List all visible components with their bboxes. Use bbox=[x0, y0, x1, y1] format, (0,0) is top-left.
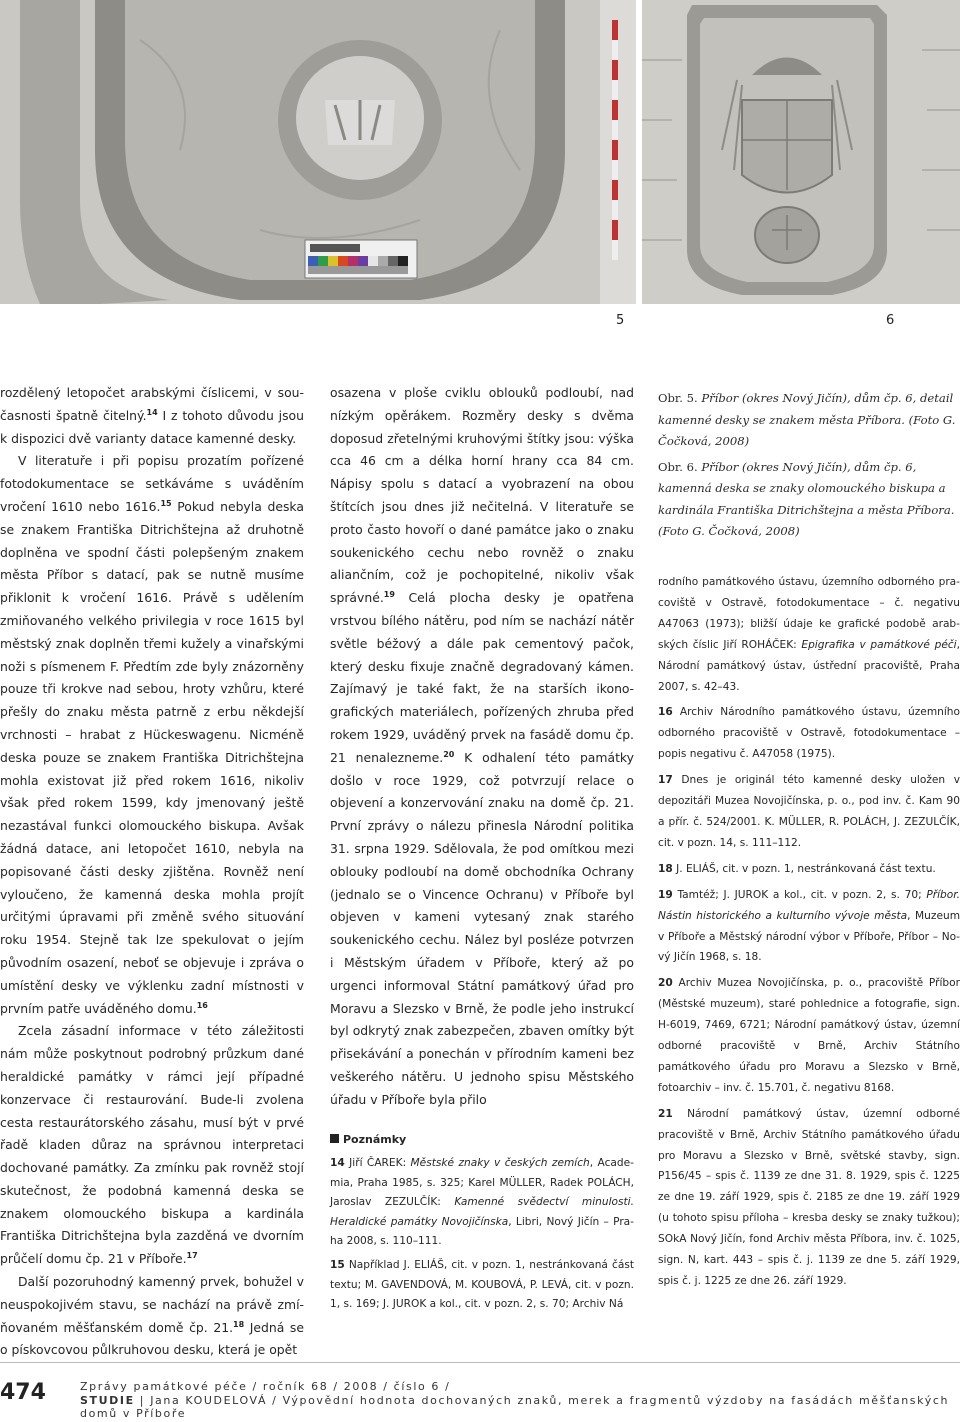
journal-line: Zprávy památkové péče / ročník 68 / 2008 / číslo 6 / bbox=[80, 1380, 451, 1393]
square-bullet-icon bbox=[330, 1134, 339, 1143]
footnotes-section bbox=[330, 1130, 634, 1320]
caption-figure-5: Obr. 5. Příbor (okres Nový Jičín), dům čp. 6, detail kamenné desky se znakem města Příbora. (Foto G. Čočková, 2008) bbox=[658, 391, 956, 448]
footnote: 18 J. ELIÁŠ, cit. v pozn. 1, nestránkovaná část textu. bbox=[658, 862, 936, 875]
footnote: 19 Tamtéž; J. JUROK a kol., cit. v pozn. 2, s. 70; Příbor. Nástin historického a kulturního vývoje města, Muzeum v Příboře a Městský národní výbor v Příboře, Příbor – Nový Jičín 1968, s. 18. bbox=[658, 888, 960, 964]
photo-figure-6 bbox=[642, 0, 960, 304]
figure-number-6: 6 bbox=[886, 313, 895, 328]
caption-figure-6: Obr. 6. Příbor (okres Nový Jičín), dům čp. 6, kamenná deska se znaky olomouckého biskupa a kardinála Františka Ditrichštejna a města Příbora. (Foto G. Čočková, 2008) bbox=[658, 459, 955, 538]
paragraph: Zcela zásadní informace v této záležitosti nám může poskytnout podrobný průzkum dané heraldické památky v rámci její případné konzervace či restaurování. Bude-li zvolena cesta restaurátorského zásahu, musí být v prvé řadě kladen důraz na správnou interpretaci dochované památky. Za zmínku pak rovněž stojí skutečnost, že podobná kamenná deska se znakem olomouckého biskupa a kardinála Františka Ditrichštejna byla zazděná ve dvorním průčelí domu čp. 21 v Příboře.$^{17}$ bbox=[0, 1023, 304, 1267]
text-column-2 bbox=[330, 382, 634, 1112]
footnotes-heading: Poznámky bbox=[330, 1130, 634, 1149]
stone-plaque-illustration bbox=[0, 0, 636, 304]
footnote: 16 Archiv Národního památkového ústavu, územního odborného pracoviště v Ostravě, fotodokumentace – popis negativu č. A47058 (1975). bbox=[658, 706, 960, 761]
section-label: STUDIE bbox=[80, 1393, 135, 1407]
figure-number-5: 5 bbox=[616, 313, 625, 328]
footnotes-continued bbox=[658, 572, 960, 1297]
paragraph: osazena v ploše cviklu oblouků podloubí, nad nízkým opěrákem. Rozměry desky s dvěma doposud zřetelnými kruhovými štítky jsou: výška cca 46 cm a délka horní hrany cca 84 cm. Nápisy spolu s datací a vyobrazení na obou štítcích jsou dnes již nečitelná. V literatuře se proto často hovoří o dané památce jako o znaku soukenického cechu nebo rovněž o znaku aliančním, což je pochopitelné, nikoliv však správné.$^{19}$ Celá plocha desky je opatřena vrstvou bílého nátěru, pod ním se nachází nátěr světle béžový a dále pak cementový pačok, který desku fixuje značně degradovaný kámen. Zajímavý je také fakt, že na starších ikonografických materiálech, pořízených zhruba před rokem 1929, uváděný prvek na fasádě domu čp. 21 nenalezneme.$^{20}$ K odhalení této památky došlo v roce 1929, což potvrzují relace o objevení a konzervování znaku na domě čp. 21. První zprávy o nálezu přinesla Národní politika 31. srpna 1929. Sdělovala, že pod omítkou mezi oblouky podloubí na domě obchodníka Ochrany (jednalo se o Vincence Ochranu) v Příboře byl objeven v kameni vytesaný znak starého soukenického cechu. Nález byl posléze potvrzen i Městským úřadem v Příboře, který až po urgenci informoval Státní památkový úřad pro Moravu a Slezsko v Brně, že podle jeho instrukcí byl odkrytý znak zabezpečen, zbaven omítky být přisekávání a ponechán v přírodním kameni bez veškerého nátěru. U jednoho spisu Městského úřadu v Příboře byla přilo bbox=[330, 385, 634, 1107]
photo-figure-5 bbox=[0, 0, 636, 304]
color-scale bbox=[305, 240, 417, 278]
paragraph: rozdělený letopočet arabskými číslicemi, v současnosti špatně čitelný.$^{14}$ I z tohoto důvodu jsou k dispozici dvě varianty datace kamenné desky. bbox=[0, 385, 304, 446]
paragraph: V literatuře i při popisu prozatím pořízené fotodokumentace se setkáváme s uváděním vročení 1610 nebo 1616.15 Pokud nebyla deska se znakem Františka Ditrichštejna až druhotně doplněna ve spodní části polepšeným znakem města Příbor s datací, pak se nutně musíme přiklonit k vročení 1616. Právě s udělením zmiňovaného velkého privilegia v roce 1615 byl městský znak doplněn třemi kužely a vinařskými noži s písmenem F. Předtím zde byly znázorněny pouze tři krokve nad sebou, hroty vzhůru, které přešly do znaku města patrně z erbu někdejší vrchnosti – hrabat z Hückeswagenu. Nicméně deska pouze se znakem Františka Ditrichštejna mohla existovat již před rokem 1616, nikoliv však před rokem 1599, kdy jmenovaný ještě nezastával funkci olomouckého biskupa. Avšak žádná datace, ani letopočet 1610, nebyla na popisované části desky zjištěna. Rovněž není vyloučeno, že kamenná deska mohla projít určitými úpravami při změně svého situování roku 1954. Stejně tak lze spekulovat o jejím původním osazení, neboť se objevuje i zpráva o umístění desky ve výklenku zadní místnosti v prvním patře uváděného domu.$^{16}$ bbox=[0, 453, 304, 1016]
footnote: 21 Národní památkový ústav, územní odborné pracoviště v Brně, Archiv Státního památkového úřadu pro Moravu a Slezsko v Brně, světské stavby, sign. P156/45 – spis č. 1139 ze dne 31. 8. 1929, spis č. 1225 ze dne 19. září 1929, spis č. 2185 ze dne 19. září 1929 (u tohoto spisu příloha – kresba desky se znaky tužkou); SOkA Nový Jičín, fond Archiv města Příbora, inv. č. 1025, sign. N, kart. 443 – spis č. j. 1139 ze dne 5. září 1929, spis č. j. 1225 ze dne 26. září 1929. bbox=[658, 1107, 960, 1287]
ruler-marker bbox=[612, 20, 618, 260]
page-number: 474 bbox=[0, 1380, 46, 1405]
footer-divider bbox=[0, 1362, 960, 1363]
paragraph: Další pozoruhodný kamenný prvek, bohužel v neuspokojivém stavu, se nachází na právě zmíňovaném měšťanském domě čp. 21.18 Jedná se o pískovcovou půlkruhovou desku, která je opět bbox=[0, 1274, 304, 1358]
footnote: 17 Dnes je originál této kamenné desky uložen v depozitáři Muzea Novojičínska, p. o., pod inv. č. Kam 90 a přír. č. 524/2001. K. MÜLLER, R. POLÁCH, J. ZEZULČÍK, cit. v pozn. 14, s. 111–112. bbox=[658, 774, 960, 849]
footnote: 15 Například J. ELIÁŠ, cit. v pozn. 1, nestránkovaná část textu; M. GAVENDOVÁ, M. KOUBOVÁ, P. LEVÁ, cit. v pozn. 1, s. 169; J. JUROK a kol., cit. v pozn. 2, s. 70; Archiv Ná bbox=[330, 1259, 634, 1311]
text-column-1 bbox=[0, 382, 304, 1362]
footnote: 20 Archiv Muzea Novojičínska, p. o., pracoviště Příbor (Městské muzeum), staré pohlednice a fotografie, sign. H-6019, 7469, 6721; Národní památkový ústav, územní odborné pracoviště v Brně, Archiv Státního památkového úřadu pro Moravu a Slezsko v Brně, fotoarchiv – inv. č. 15.701, č. negativu 8168. bbox=[658, 977, 960, 1094]
running-footer bbox=[80, 1380, 950, 1421]
coat-of-arms-plaque-illustration bbox=[642, 0, 960, 304]
footnote: 14 Jiří ČAREK: Městské znaky v českých zemích, Academia, Praha 1985, s. 325; Karel MÜLLER, Radek POLÁCH, Jaroslav ZEZULČÍK: Kamenné svědectví minulosti. Heraldické památky Novojičínska, Libri, Nový Jičín – Praha 2008, s. 110–111. bbox=[330, 1157, 634, 1248]
figure-captions bbox=[658, 388, 960, 547]
article-line bbox=[80, 1394, 950, 1421]
footnote: rodního památkového ústavu, územního odborného pracoviště v Ostravě, fotodokumentace – č. negativu A47063 (1973); bližší údaje ke grafické podobě arabských číslic Jiří ROHÁČEK: Epigrafika v památkové péči, Národní památkový ústav, ústřední pracoviště, Praha 2007, s. 42–43. bbox=[658, 576, 960, 693]
article-author-title: | Jana KOUDELOVÁ / Výpovědní hodnota dochovaných znaků, merek a fragmentů výzdoby na fasádách měšťanských domů v Příboře bbox=[80, 1393, 950, 1420]
